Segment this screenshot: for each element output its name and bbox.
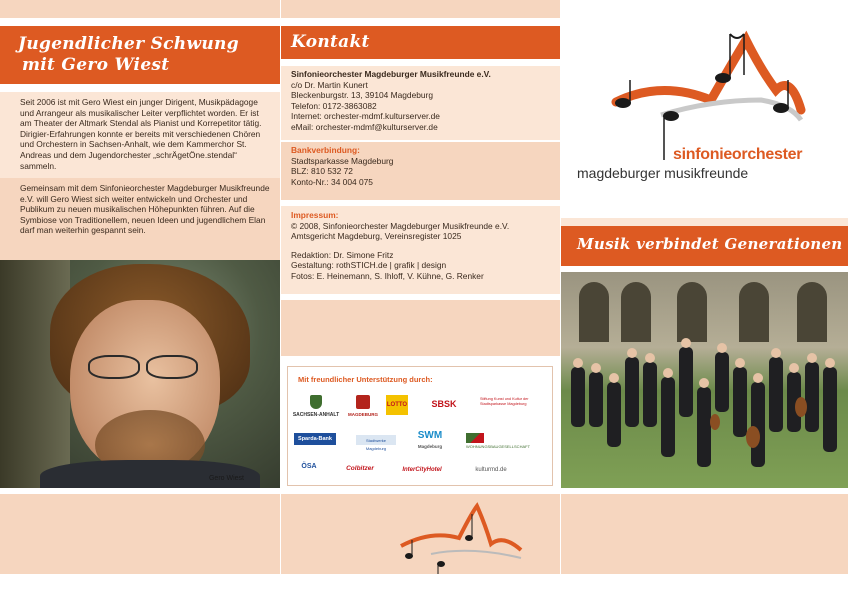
bank-label: Bankverbindung: bbox=[291, 145, 360, 155]
logo-intercityhotel: InterCityHotel bbox=[402, 467, 442, 473]
bank-name: Stadtsparkasse Magdeburg bbox=[291, 155, 394, 166]
contact-phone: Telefon: 0172-3863082 bbox=[291, 100, 377, 111]
impressum-label: Impressum: bbox=[291, 210, 339, 220]
impressum-block bbox=[281, 206, 560, 294]
logo-oesa: ÖSA bbox=[301, 463, 317, 470]
bottom-band bbox=[281, 494, 560, 574]
org-name: Sinfonieorchester Magdeburger Musikfreunde e.V. bbox=[291, 69, 491, 79]
bank-block bbox=[281, 142, 560, 200]
bottom-logo-mark bbox=[281, 494, 560, 574]
impressum-line-5: Fotos: E. Heinemann, S. Ihloff, V. Kühne, G. Renker bbox=[291, 270, 484, 281]
title-bar bbox=[0, 26, 280, 84]
top-band bbox=[0, 0, 280, 18]
logo-sparda-bank: Sparda-Bank bbox=[294, 433, 336, 445]
contact-address: Bleckenburgstr. 13, 39104 Magdeburg bbox=[291, 90, 434, 101]
contact-email[interactable]: eMail: orchester-mdmf@kulturserver.de bbox=[291, 121, 438, 132]
logo-magdeburg: MAGDEBURG bbox=[346, 395, 380, 419]
panel-left bbox=[0, 0, 280, 601]
bottom-band bbox=[0, 494, 280, 574]
banner-title: Musik verbindet Generationen bbox=[577, 235, 843, 253]
bank-blz: BLZ: 810 532 72 bbox=[291, 166, 353, 177]
impressum-line-2: Amtsgericht Magdeburg, Vereinsregister 1025 bbox=[291, 231, 462, 242]
section-title-line1: Jugendlicher Schwung bbox=[18, 34, 239, 54]
divider-band bbox=[561, 218, 848, 226]
contact-internet[interactable]: Internet: orchester-mdmf.kulturserver.de bbox=[291, 111, 440, 122]
impressum-line-1: © 2008, Sinfonieorchester Magdeburger Musikfreunde e.V. bbox=[291, 220, 510, 231]
bio-block-1 bbox=[0, 92, 280, 178]
bottom-band bbox=[561, 494, 848, 574]
impressum-line-3: Redaktion: Dr. Simone Fritz bbox=[291, 249, 394, 260]
bio-paragraph-1: Seit 2006 ist mit Gero Wiest ein junger Dirigent, Musikpädagoge und Arrangeur als musikalischer Leiter verpflichtet worden. Er ist am Theater der Altmark Stendal als Pianist und Korrepetitor tätig. Dirigier-Erfahrungen konnte er bereits mit verschiedenen Chören und Orchestern in Sachsen-Anhalt, wie dem Kammerchor St. Andreas und dem Jugendorchester „schrÄgetÖne.stendal“ sammeln. bbox=[20, 97, 262, 171]
conductor-photo bbox=[0, 260, 280, 488]
spacer-band bbox=[281, 300, 560, 356]
logo-swm: SWM Magdeburg bbox=[417, 430, 443, 449]
title-bar bbox=[281, 26, 560, 59]
orchestra-group-photo bbox=[561, 272, 848, 488]
banner-bar bbox=[561, 226, 848, 266]
panel-right bbox=[561, 0, 848, 601]
sponsor-box bbox=[287, 366, 553, 486]
logo-sachsen-anhalt: SACHSEN-ANHALT bbox=[292, 395, 340, 419]
logo-colbitzer: Colbitzer bbox=[346, 465, 374, 472]
bio-block-2 bbox=[0, 178, 280, 260]
top-band bbox=[281, 0, 560, 18]
logo-stadtwerke: Stadtwerke Magdeburg bbox=[356, 435, 396, 445]
panel-middle bbox=[281, 0, 560, 601]
logo-sbsk: SBSK bbox=[431, 399, 457, 409]
section-title-line2: mit Gero Wiest bbox=[22, 55, 170, 75]
contact-block bbox=[281, 66, 560, 140]
logo-stiftung: Stiftung Kunst und Kultur der Stadtsparkasse Magdeburg bbox=[480, 397, 529, 406]
logo-lotto: LOTTO bbox=[386, 395, 408, 415]
sponsors-title: Mit freundlicher Unterstützung durch: bbox=[298, 375, 433, 384]
bio-paragraph-2: Gemeinsam mit dem Sinfonieorchester Magdeburger Musikfreunde e.V. will Gero Wiest sich weiter entwickeln und Orchester und Publikum zu neuen musikalischen Höhepunkten führen. Auf die Symbiose von Traditionellem, neuen Ideen und jugendlichem Elan darf man weiterhin gespannt sein. bbox=[20, 183, 270, 236]
logo-wobau: WOHNUNGSBAUGESELLSCHAFT bbox=[466, 433, 546, 451]
logo-word-musikfreunde: magdeburger musikfreunde bbox=[577, 165, 749, 181]
contact-co: c/o Dr. Martin Kunert bbox=[291, 79, 368, 90]
logo-area bbox=[561, 0, 848, 210]
bank-account: Konto-Nr.: 34 004 075 bbox=[291, 176, 373, 187]
photo-caption: Gero Wiest bbox=[208, 475, 244, 482]
impressum-line-4: Gestaltung: rothSTICH.de | grafik | design bbox=[291, 260, 447, 271]
logo-kulturmd: kulturmd.de bbox=[475, 467, 507, 473]
logo-word-sinfonieorchester: sinfonieorchester bbox=[673, 146, 803, 163]
contact-title: Kontakt bbox=[291, 32, 370, 52]
